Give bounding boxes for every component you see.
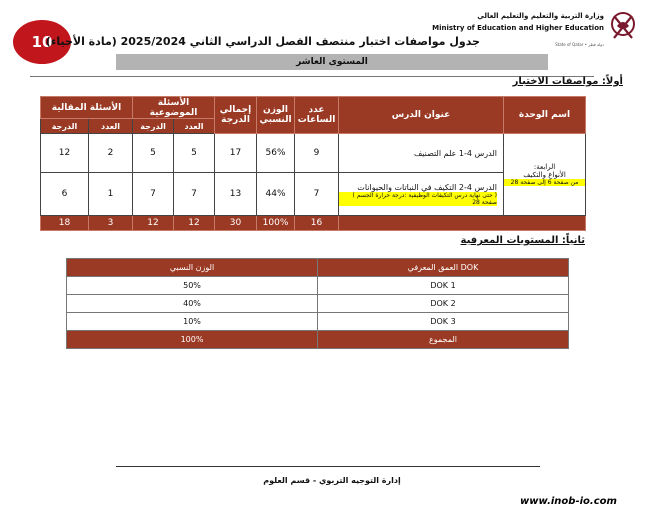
essay-count-cell: 2 — [89, 134, 133, 173]
logo-english-text: Ministry of Education and Higher Education — [432, 24, 604, 32]
lesson-title: الدرس 4-1 علم التصنيف — [339, 134, 504, 173]
footer-text: إدارة التوجيه التربوي - قسم العلوم — [263, 476, 401, 485]
lesson-title — [339, 173, 504, 216]
col-lesson: عنوان الدرس — [339, 97, 504, 134]
unit-name: الرابعة: — [533, 163, 556, 171]
divider — [30, 76, 594, 77]
hours-cell: 9 — [295, 134, 339, 173]
col-hours: عدد الساعات — [295, 97, 339, 134]
table-row — [41, 134, 586, 173]
dok-weight-cell: 10% — [67, 313, 318, 331]
table-row — [67, 277, 569, 295]
total-grade: 30 — [215, 216, 257, 231]
col-essay-grade: الدرجة — [41, 119, 89, 134]
grade-level-bar: المستوى العاشر — [116, 54, 548, 70]
total-grade-cell: 17 — [215, 134, 257, 173]
col-dok-depth: العمق المعرفي DOK — [318, 259, 569, 277]
total-obj-count: 12 — [174, 216, 215, 231]
total-weight: 100% — [257, 216, 295, 231]
col-obj-grade: الدرجة — [133, 119, 174, 134]
total-hours: 16 — [295, 216, 339, 231]
document-title: جدول مواصفات اختبار منتصف الفصل الدراسي الثاني 2025/2024 (مادة الأحياء) — [45, 35, 480, 48]
col-essay-count: العدد — [89, 119, 133, 134]
dok-level-cell: DOK 3 — [318, 313, 569, 331]
ministry-logo — [432, 8, 640, 50]
unit-cell — [504, 134, 586, 216]
obj-count-cell: 7 — [174, 173, 215, 216]
obj-grade-cell: 7 — [133, 173, 174, 216]
lesson-note: ( حتى نهاية درس التكيفات الوظيفية :درجة حرارة الجسم ) صفحة 28 — [339, 192, 497, 206]
essay-grade-cell: 6 — [41, 173, 89, 216]
dok-weight-cell: 50% — [67, 277, 318, 295]
col-objective: الأسئلة الموضوعية — [133, 97, 215, 119]
weight-cell: 44% — [257, 173, 295, 216]
spec-table — [40, 96, 586, 231]
obj-count-cell: 5 — [174, 134, 215, 173]
totals-label-cell — [339, 216, 586, 231]
total-obj-grade: 12 — [133, 216, 174, 231]
page-number-badge: 10 — [13, 20, 71, 64]
table-row — [67, 295, 569, 313]
dok-weight-cell: 40% — [67, 295, 318, 313]
col-total-grade: إجمالي الدرجة — [215, 97, 257, 134]
section-title-specs: أولاً: مواصفات الاختبار — [512, 76, 623, 87]
totals-row — [41, 216, 586, 231]
lesson-name: الدرس 4-2 التكيف في النباتات والحيوانات — [357, 182, 498, 192]
table-row — [67, 313, 569, 331]
dok-total-weight: 100% — [67, 331, 318, 349]
section-title-levels: ثانياً: المستويات المعرفية — [460, 235, 585, 246]
total-essay-grade: 18 — [41, 216, 89, 231]
dok-table — [66, 258, 569, 349]
website-link[interactable]: www.inob-io.com — [520, 496, 617, 507]
unit-subtitle: الأنواع والتكيف — [523, 171, 566, 179]
unit-page-range: من صفحة 6 إلى صفحة 28 — [504, 179, 585, 186]
obj-grade-cell: 5 — [133, 134, 174, 173]
col-essay: الأسئلة المقالية — [41, 97, 133, 119]
total-essay-count: 3 — [89, 216, 133, 231]
col-obj-count: العدد — [174, 119, 215, 134]
footer-divider — [116, 466, 540, 467]
dok-total-label: المجموع — [318, 331, 569, 349]
qatar-emblem-icon — [608, 10, 638, 44]
essay-count-cell: 1 — [89, 173, 133, 216]
dok-total-row — [67, 331, 569, 349]
dok-level-cell: DOK 2 — [318, 295, 569, 313]
col-unit: اسم الوحدة — [504, 97, 586, 134]
weight-cell: 56% — [257, 134, 295, 173]
dok-level-cell: DOK 1 — [318, 277, 569, 295]
logo-small-text: State of Qatar • دولة قطر — [555, 42, 604, 47]
col-weight: الوزن النسبي — [257, 97, 295, 134]
logo-arabic-text: وزارة التربية والتعليم والتعليم العالي — [477, 12, 604, 20]
hours-cell: 7 — [295, 173, 339, 216]
total-grade-cell: 13 — [215, 173, 257, 216]
col-dok-weight: الوزن النسبي — [67, 259, 318, 277]
essay-grade-cell: 12 — [41, 134, 89, 173]
